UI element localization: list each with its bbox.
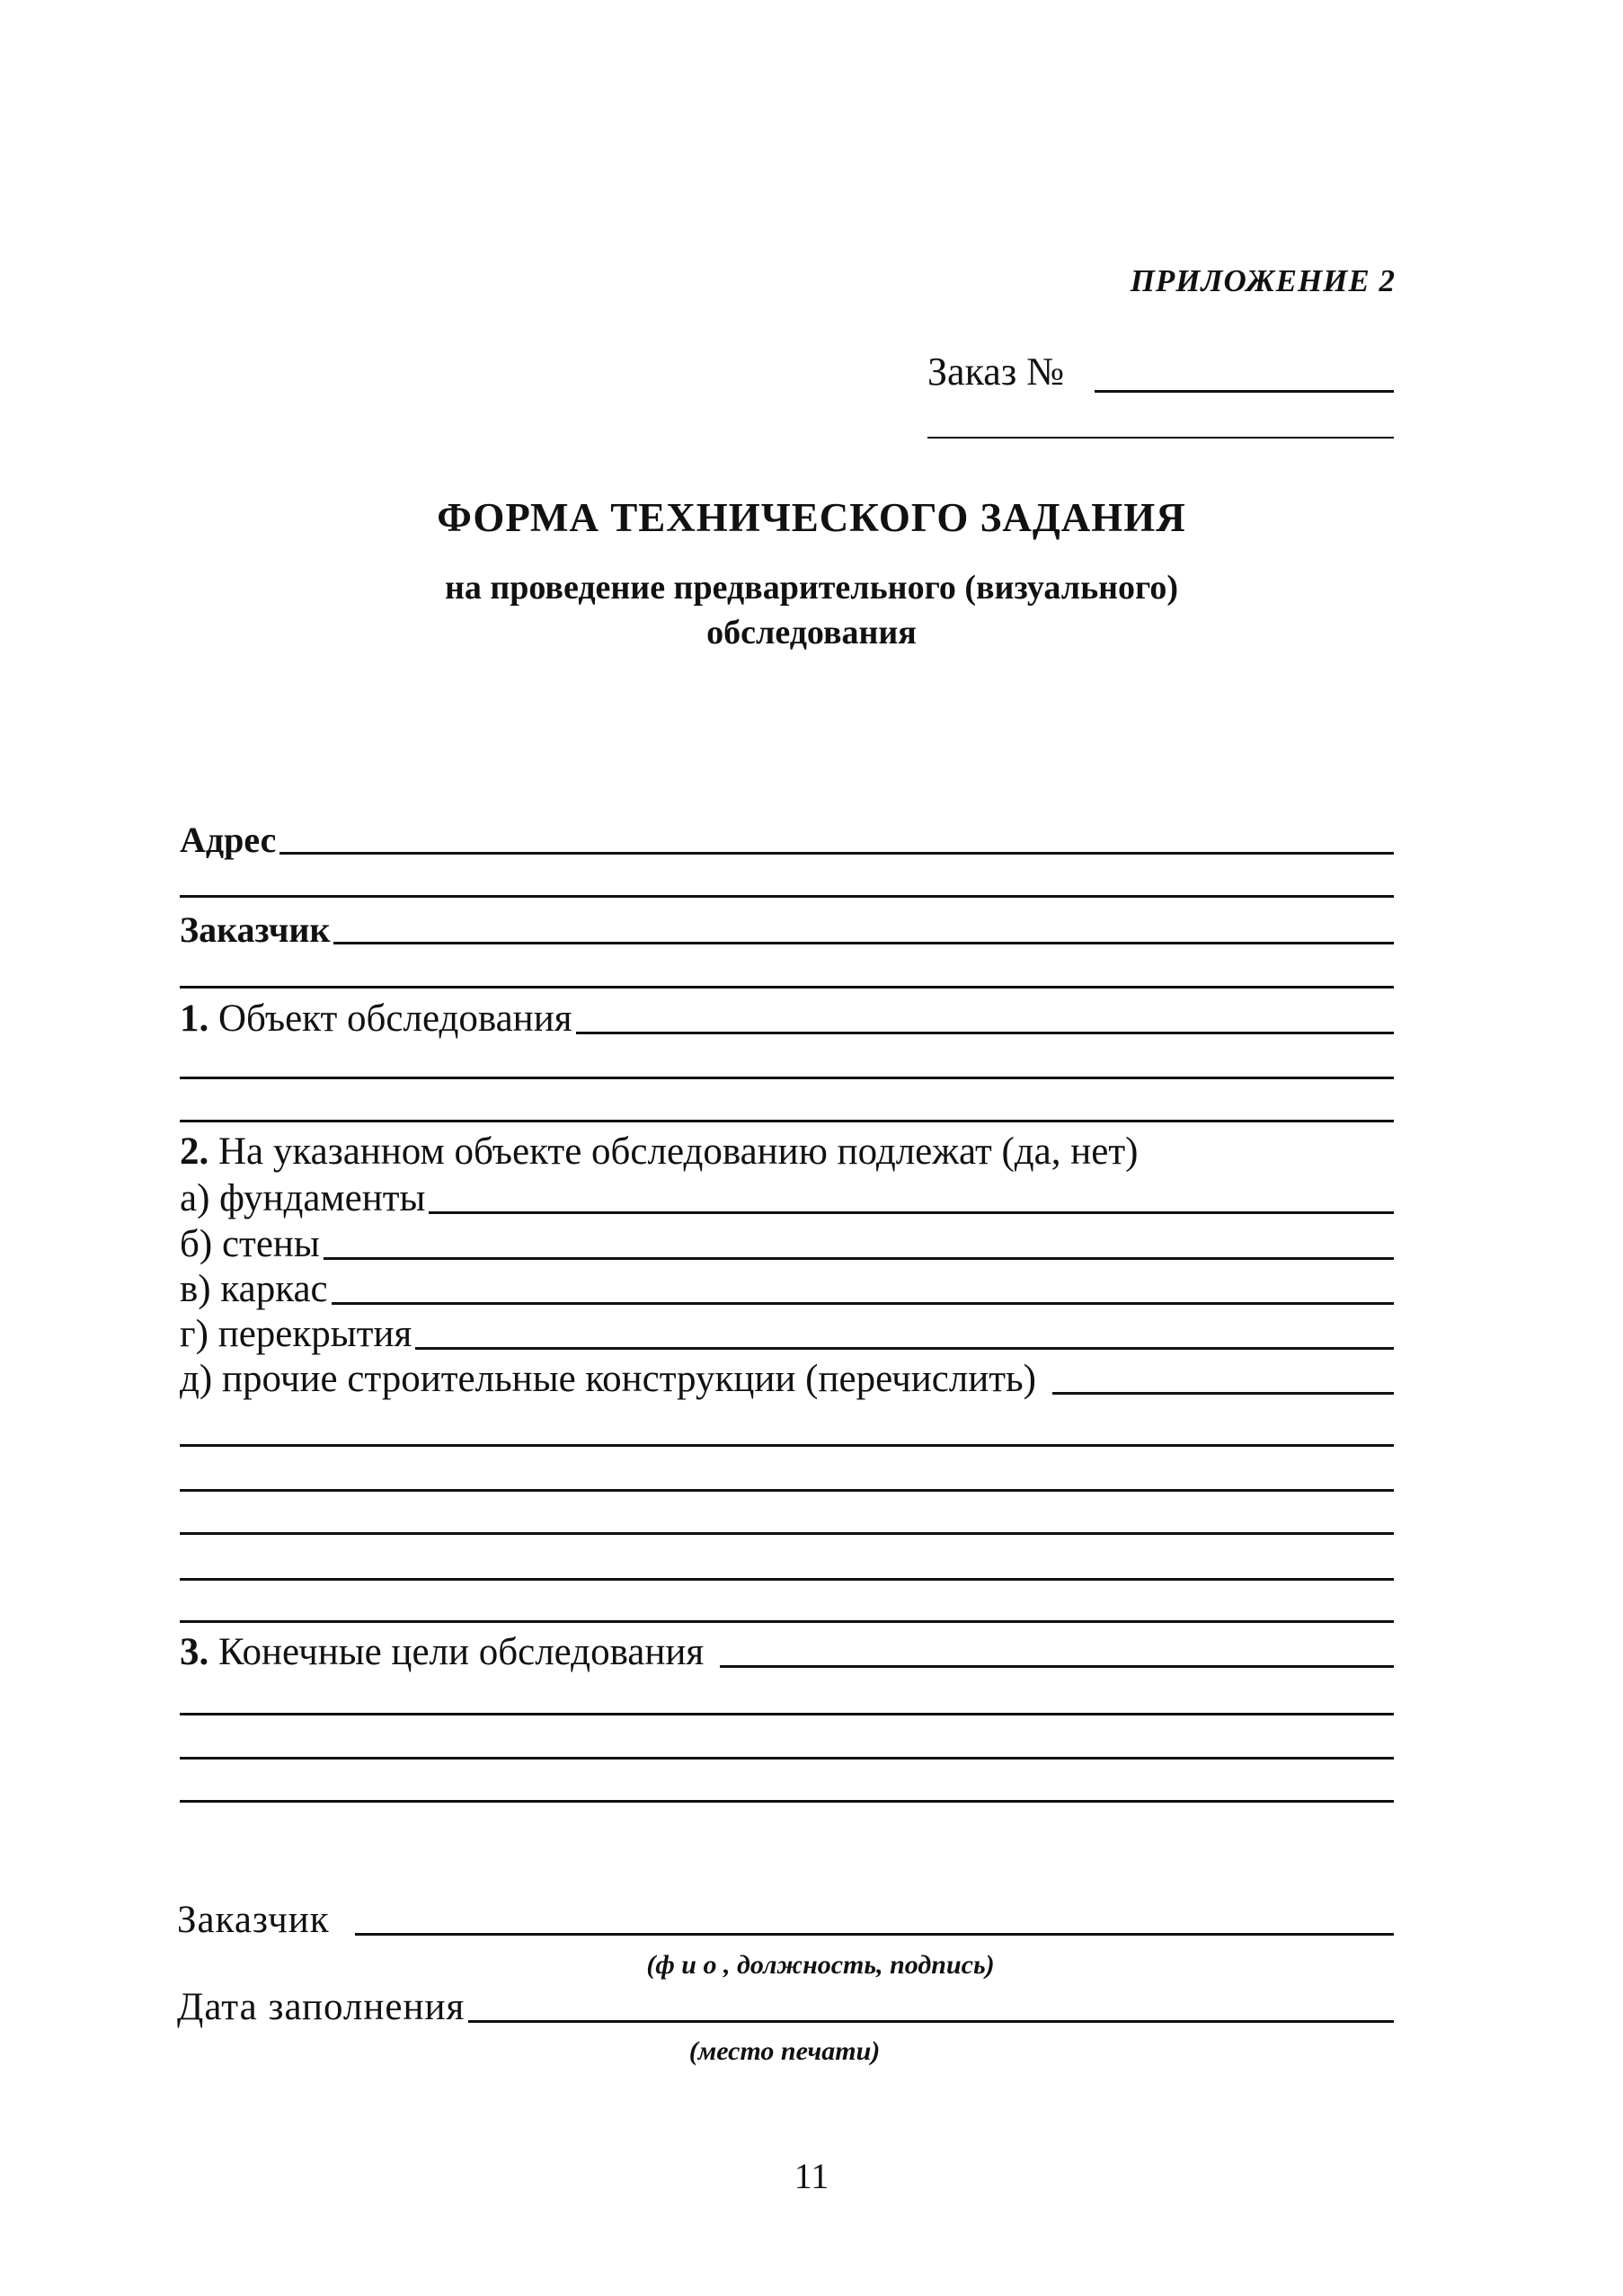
appendix-label: ПРИЛОЖЕНИЕ 2 xyxy=(1130,263,1396,298)
section-2-heading xyxy=(180,1132,1138,1171)
form-subtitle-line1: на проведение предварительного (визуального) xyxy=(444,569,1179,607)
survey-object-field-line3[interactable] xyxy=(180,1120,1394,1122)
signature-customer-row xyxy=(177,1901,1394,1939)
address-field-line2[interactable] xyxy=(180,895,1394,898)
section-1-row xyxy=(180,999,1394,1038)
address-label: Адрес xyxy=(180,820,277,860)
item-foundations-row xyxy=(180,1179,1394,1218)
section-1-label: Объект обследования xyxy=(218,997,572,1040)
item-foundations-field[interactable] xyxy=(429,1211,1394,1214)
stamp-place-caption: (место печати) xyxy=(688,2036,881,2066)
section-1-number: 1. xyxy=(180,997,209,1040)
item-other-field-line2[interactable] xyxy=(180,1444,1394,1447)
survey-goals-field-line4[interactable] xyxy=(180,1800,1394,1803)
fill-date-row xyxy=(177,1988,1394,2026)
survey-object-field[interactable] xyxy=(576,1032,1395,1034)
order-number-field-line2[interactable] xyxy=(927,437,1394,439)
customer-field[interactable] xyxy=(333,942,1394,944)
fill-date-field[interactable] xyxy=(468,2020,1394,2023)
item-foundations-label: а) фундаменты xyxy=(180,1177,426,1219)
item-floors-row xyxy=(180,1315,1394,1353)
order-number-label: Заказ № xyxy=(927,350,1065,394)
section-3-row xyxy=(180,1633,1394,1671)
item-walls-label: б) стены xyxy=(180,1223,320,1265)
form-title: ФОРМА ТЕХНИЧЕСКОГО ЗАДАНИЯ xyxy=(437,495,1186,540)
form-subtitle-line2: обследования xyxy=(706,614,917,652)
item-other-field-line4[interactable] xyxy=(180,1532,1394,1535)
survey-object-field-line2[interactable] xyxy=(180,1077,1394,1079)
survey-goals-field-line2[interactable] xyxy=(180,1713,1394,1715)
fill-date-label: Дата заполнения xyxy=(177,1986,466,2028)
survey-goals-field[interactable] xyxy=(720,1665,1394,1668)
item-other-field-line5[interactable] xyxy=(180,1578,1394,1581)
section-3-number: 3. xyxy=(180,1631,209,1673)
order-number-field[interactable] xyxy=(1095,390,1394,393)
section-3-label: Конечные цели обследования xyxy=(218,1631,705,1673)
customer-label: Заказчик xyxy=(180,909,331,950)
item-walls-field[interactable] xyxy=(324,1257,1394,1260)
item-other-field-line6[interactable] xyxy=(180,1620,1394,1623)
address-field[interactable] xyxy=(279,852,1394,855)
item-other-field-line3[interactable] xyxy=(180,1489,1394,1492)
customer-field-line2[interactable] xyxy=(180,986,1394,988)
section-2-number: 2. xyxy=(180,1130,209,1173)
item-frame-field[interactable] xyxy=(332,1302,1394,1305)
customer-row xyxy=(180,909,1394,950)
item-frame-row xyxy=(180,1270,1394,1308)
item-floors-field[interactable] xyxy=(415,1347,1394,1350)
item-floors-label: г) перекрытия xyxy=(180,1313,412,1355)
signature-customer-caption: (ф и о , должность, подпись) xyxy=(646,1950,995,1980)
item-other-label: д) прочие строительные конструкции (перечислить) xyxy=(180,1358,1036,1400)
page-number: 11 xyxy=(794,2156,829,2196)
signature-customer-field[interactable] xyxy=(355,1933,1394,1936)
survey-goals-field-line3[interactable] xyxy=(180,1757,1394,1760)
item-other-row xyxy=(180,1360,1394,1398)
signature-customer-label: Заказчик xyxy=(177,1899,330,1941)
section-2-label: На указанном объекте обследованию подлежат (да, нет) xyxy=(218,1130,1139,1173)
item-other-field[interactable] xyxy=(1052,1392,1394,1395)
item-walls-row xyxy=(180,1225,1394,1263)
address-row xyxy=(180,822,1394,858)
item-frame-label: в) каркас xyxy=(180,1268,328,1310)
